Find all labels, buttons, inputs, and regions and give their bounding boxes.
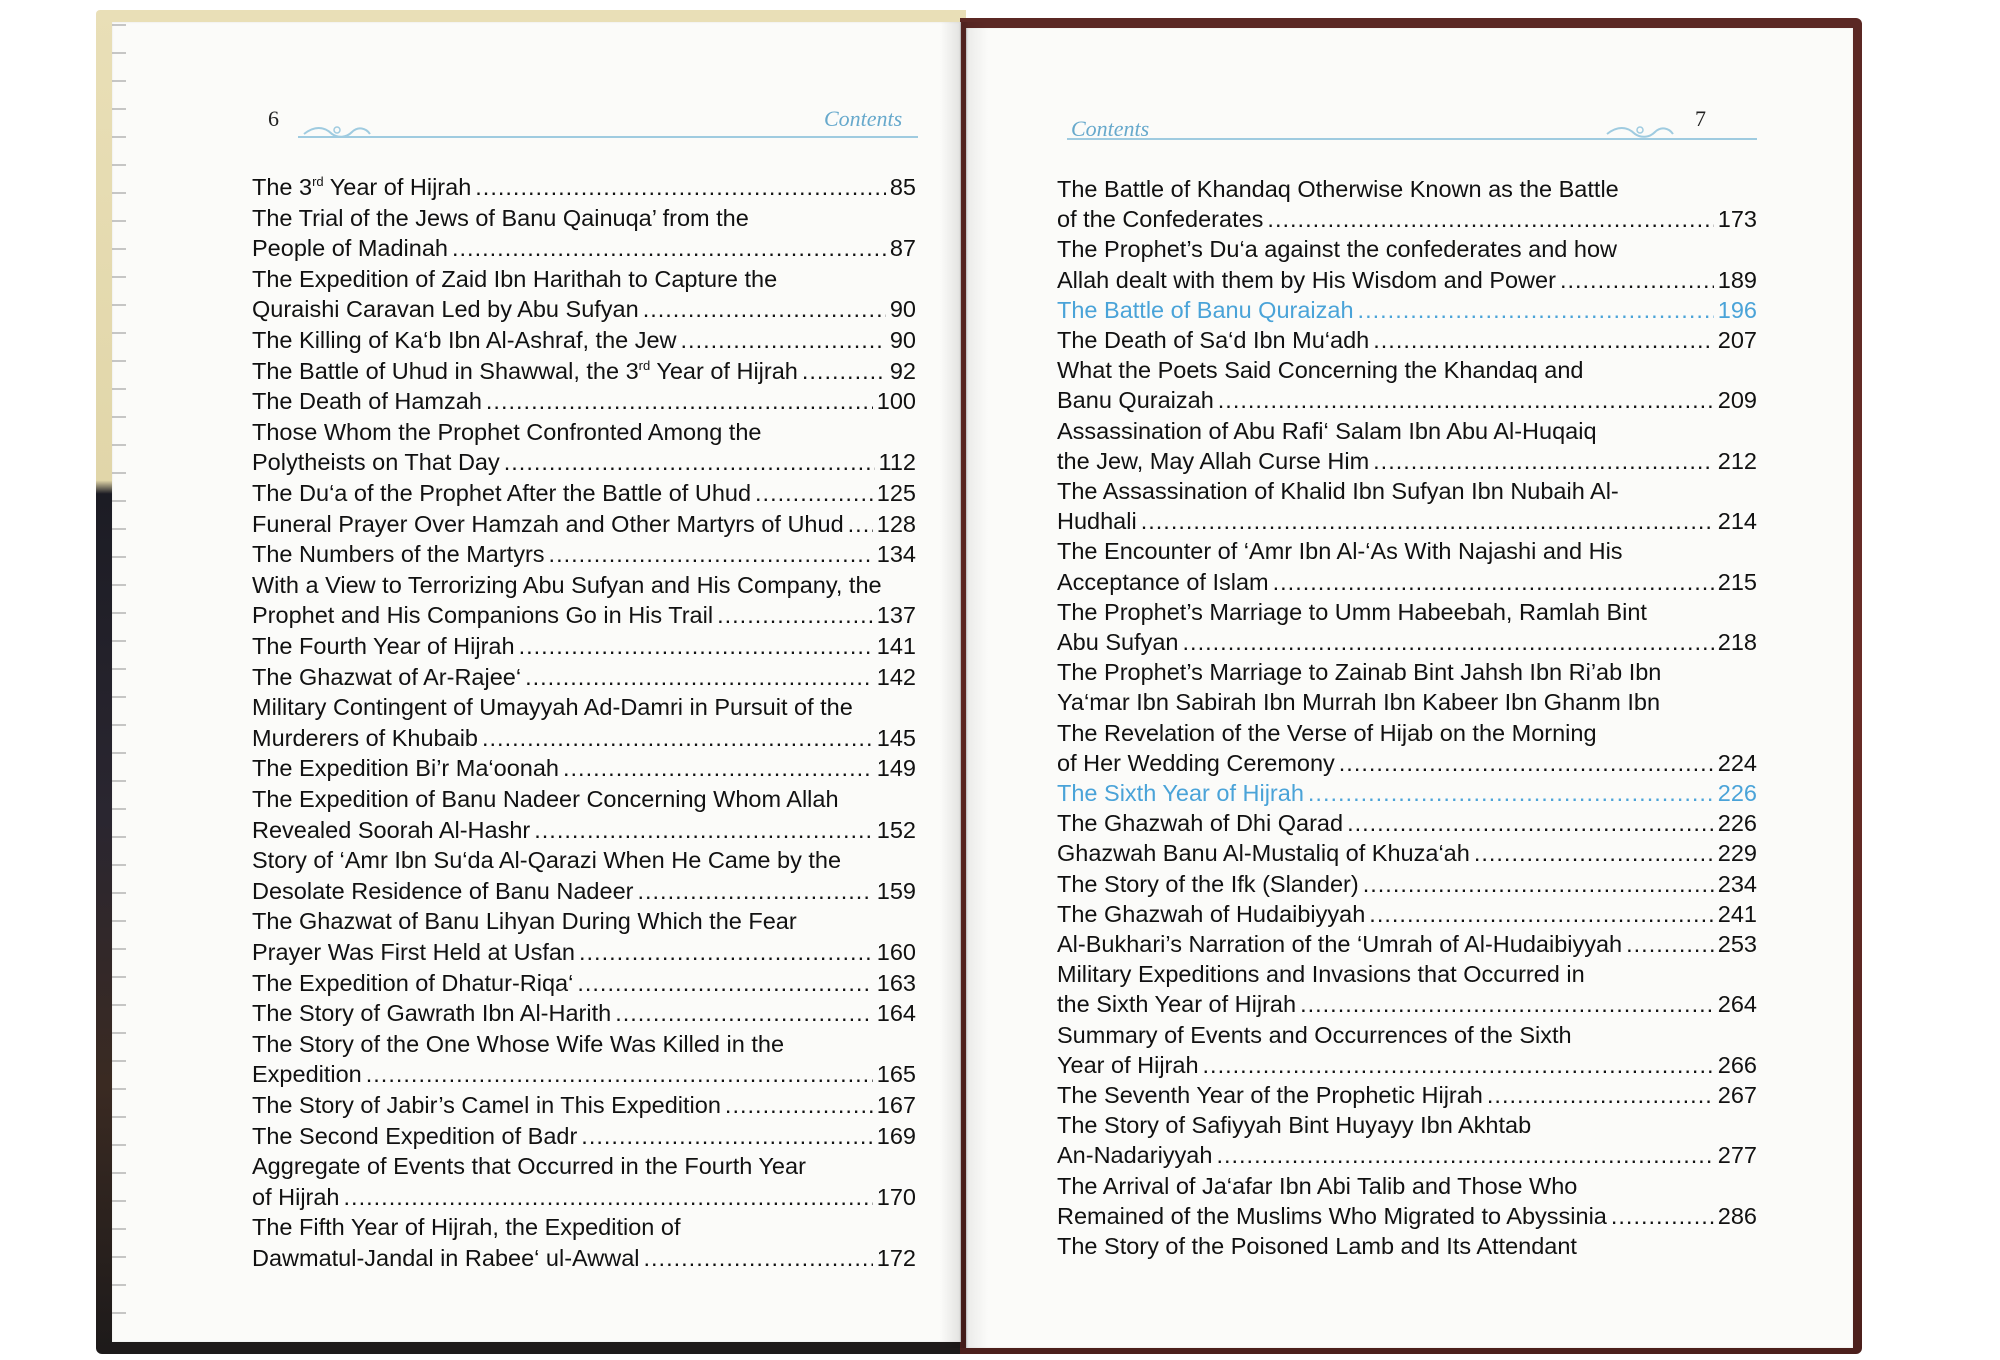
dot-leader [848,509,873,539]
toc-page-number: 218 [1717,628,1757,655]
toc-entry-title: An-Nadariyyah [1057,1142,1213,1169]
toc-page-number: 167 [876,1092,916,1118]
dot-leader [1339,748,1714,778]
toc-entry-title: Those Whom the Prophet Confronted Among the [252,418,762,445]
dot-leader [1358,295,1714,325]
toc-entry-title: The Assassination of Khalid Ibn Sufyan Ibn Nubaih Al- [1057,478,1619,504]
toc-entry-title: The Numbers of the Martyrs [252,541,545,568]
dot-leader [1611,1201,1714,1231]
toc-page-number: 286 [1717,1202,1757,1229]
dot-leader [1373,446,1714,476]
toc-entry-title: Remained of the Muslims Who Migrated to Abyssinia [1057,1202,1607,1229]
dot-leader [725,1090,873,1120]
toc-page-number: 87 [889,235,916,262]
toc-entry-title: The Battle of Uhud in Shawwal, the 3rd Year of Hijrah [252,357,798,384]
toc-page-number: 189 [1717,266,1757,293]
toc-page-number: 128 [876,510,916,537]
toc-page-number: 92 [889,357,916,384]
toc-page-number: 90 [889,296,916,323]
dot-leader [615,998,873,1028]
toc-page-number: 229 [1717,840,1757,867]
toc-entry-title: The Seventh Year of the Prophetic Hijrah [1057,1082,1483,1108]
dot-leader [563,753,873,783]
toc-entry-title: The Ghazwah of Hudaibiyyah [1057,900,1366,927]
toc-entry-title: Dawmatul-Jandal in Rabee‘ ul-Awwal [252,1244,640,1271]
toc-page-number: 160 [876,938,916,965]
toc-page-number: 100 [876,388,916,415]
toc-entry-title: Banu Quraizah [1057,387,1214,414]
toc-page-number: 264 [1717,991,1757,1018]
toc-page-number: 172 [876,1244,916,1271]
page-number: 6 [268,106,279,131]
dot-leader [504,447,875,477]
dot-leader [1218,385,1714,415]
toc-entry-title: of Hijrah [252,1183,340,1210]
dot-leader [344,1182,873,1212]
toc-entry-title: Military Expeditions and Invasions that Occurred in [1057,961,1585,988]
toc-entry-title: the Sixth Year of Hijrah [1057,991,1297,1018]
dot-leader [1141,506,1714,536]
toc-entry-title: The Expedition of Banu Nadeer Concerning Whom Allah [252,786,839,812]
toc-entry-title: The Encounter of ‘Amr Ibn Al-‘As With Najashi and His [1057,538,1623,565]
toc-page-number: 165 [876,1061,916,1088]
dot-leader [1203,1050,1714,1080]
toc-entry-title: Murderers of Khubaib [252,724,478,751]
dot-leader [1626,929,1714,959]
toc-entry-title: Prayer Was First Held at Usfan [252,938,575,965]
toc-entry-title: The Story of Gawrath Ibn Al-Harith [252,1000,612,1027]
toc-page-number: 173 [1717,206,1757,233]
toc-entry-title: The Death of Hamzah [252,388,482,415]
toc-entry-title: Desolate Residence of Banu Nadeer [252,877,634,904]
dot-leader [1474,838,1714,868]
toc-page-number: 241 [1717,900,1757,927]
toc-entry-title: The Story of Safiyyah Bint Huyayy Ibn Akhtab [1057,1112,1532,1139]
dot-leader [452,233,886,263]
dot-leader [717,600,873,630]
dot-leader [1308,778,1714,808]
toc-entry-title: The Story of the Ifk (Slander) [1057,870,1359,897]
left-page [112,22,961,1342]
toc-entry-title: Acceptance of Islam [1057,568,1269,595]
header-rule [1067,138,1757,140]
toc-entry-title: The 3rd Year of Hijrah [252,174,472,200]
toc-page-number: 159 [876,877,916,904]
dot-leader [581,1121,872,1151]
toc-entry-title: The Revelation of the Verse of Hijab on the Morning [1057,719,1597,746]
dot-leader [525,662,873,692]
toc-entry-title: The Trial of the Jews of Banu Qainuqa’ from the [252,204,749,231]
toc-entry-title: Prophet and His Companions Go in His Trail [252,602,714,629]
dot-leader [475,172,886,202]
toc-entry-title: Assassination of Abu Rafi‘ Salam Ibn Abu Al-Huqaiq [1057,417,1597,444]
toc-page-number: 209 [1717,387,1757,414]
dot-leader [1183,627,1714,657]
toc-page-number: 277 [1717,1142,1757,1169]
toc-entry-title: Al-Bukhari’s Narration of the ‘Umrah of Al-Hudaibiyyah [1057,931,1623,957]
toc-page-number: 163 [876,969,916,996]
toc-entry-title: The Killing of Ka‘b Ibn Al-Ashraf, the Jew [252,327,677,353]
toc-entry-title: The Battle of Khandaq Otherwise Known as the Battle [1057,176,1619,202]
dot-leader [1273,567,1714,597]
toc-entry-title: People of Madinah [252,235,448,262]
toc-page-number: 169 [876,1122,916,1149]
toc-entry-title: What the Poets Said Concerning the Khandaq and [1057,357,1584,384]
toc-page-number: 152 [876,816,916,843]
toc-page-number: 145 [876,724,916,751]
dot-leader [1216,1140,1713,1170]
toc-entry-title: The Ghazwat of Banu Lihyan During Which the Fear [252,908,797,935]
toc-page-number: 267 [1717,1082,1757,1108]
dot-leader [1347,808,1714,838]
toc-page-number: 112 [878,449,916,476]
toc-page-number: 170 [876,1183,916,1210]
toc-entry-title: The Du‘a of the Prophet After the Battle of Uhud [252,480,752,506]
dot-leader [1487,1080,1714,1110]
toc-entry-title: The Prophet’s Du‘a against the confederates and how [1057,236,1618,263]
toc-entry-title: Summary of Events and Occurrences of the Sixth [1057,1021,1572,1048]
header-rule [298,136,918,138]
dot-leader [366,1059,873,1089]
toc-page-number: 125 [876,480,916,506]
right-page [966,28,1853,1348]
toc-page-number: 196 [1717,296,1757,323]
toc-entry-title: Aggregate of Events that Occurred in the Fourth Year [252,1153,806,1180]
toc-entry-title: Revealed Soorah Al-Hashr [252,816,531,843]
toc-entry-title: Abu Sufyan [1057,628,1179,655]
toc-page-number: 215 [1717,568,1757,595]
toc-entry-title: Quraishi Caravan Led by Abu Sufyan [252,296,639,323]
dot-leader [482,723,873,753]
toc-entry-title: The Expedition Bi’r Ma‘oonah [252,755,559,782]
running-header: Contents [824,106,903,131]
toc-entry-title: The Sixth Year of Hijrah [1057,780,1304,806]
toc-entry-title: Ya‘mar Ibn Sabirah Ibn Murrah Ibn Kabeer Ibn Ghanm Ibn [1057,689,1661,716]
toc-entry-title: With a View to Terrorizing Abu Sufyan and His Company, the [252,571,882,598]
toc-entry-title: Polytheists on That Day [252,449,500,476]
dot-leader [1373,325,1714,355]
toc-entry-title: Funeral Prayer Over Hamzah and Other Martyrs of Uhud [252,510,844,537]
toc-page-number: 85 [889,174,916,200]
toc-page-number: 134 [876,541,916,568]
toc-entry-title: The Story of the Poisoned Lamb and Its Attendant [1057,1233,1577,1259]
toc-entry-title: of the Confederates [1057,206,1264,233]
toc-entry-title: The Prophet’s Marriage to Zainab Bint Jahsh Ibn Ri’ab Ibn [1057,659,1662,686]
toc-page-number: 207 [1717,327,1757,353]
toc-entry-title: The Death of Sa‘d Ibn Mu‘adh [1057,327,1370,353]
toc-page-number: 234 [1717,870,1757,897]
toc-page-number: 224 [1717,749,1757,776]
toc-entry-title: The Story of Jabir’s Camel in This Expedition [252,1092,721,1118]
toc-entry-title: Year of Hijrah [1057,1051,1199,1078]
toc-entry-title: Expedition [252,1061,362,1088]
dot-leader [1560,265,1714,295]
toc-entry-title: The Fourth Year of Hijrah [252,633,515,659]
toc-page-number: 90 [889,327,916,353]
toc-entry-title: Hudhali [1057,508,1137,535]
toc-page-number: 142 [876,663,916,690]
dot-leader [534,815,873,845]
toc-entry-title: The Fifth Year of Hijrah, the Expedition of [252,1214,681,1241]
toc-page-number: 141 [876,633,916,659]
toc-entry-title: The Expedition of Zaid Ibn Harithah to Capture the [252,265,778,292]
toc-entry-title: Allah dealt with them by His Wisdom and Power [1057,266,1556,293]
dot-leader [1369,899,1713,929]
dot-leader [549,539,873,569]
dot-leader [1300,989,1714,1019]
toc-entry-title: The Prophet’s Marriage to Umm Habeebah, Ramlah Bint [1057,598,1647,625]
dot-leader [681,325,886,355]
toc-page-number: 253 [1717,931,1757,957]
dot-leader [486,386,873,416]
toc-entry-title: The Ghazwat of Ar-Rajee‘ [252,663,522,690]
toc-page-number: 212 [1717,447,1757,474]
toc-entry-title: the Jew, May Allah Curse Him [1057,447,1370,474]
dot-leader [637,876,872,906]
toc-page-number: 214 [1717,508,1757,535]
toc-page-number: 164 [876,1000,916,1027]
toc-entry-title: The Expedition of Dhatur-Riqa‘ [252,969,574,996]
toc-page-number: 149 [876,755,916,782]
dot-leader [577,968,872,998]
toc-page-number: 226 [1717,810,1757,837]
toc-page-number: 137 [876,602,916,629]
toc-entry-title: The Battle of Banu Quraizah [1057,296,1354,323]
dot-leader [643,294,886,324]
toc-entry-title: Ghazwah Banu Al-Mustaliq of Khuza‘ah [1057,840,1470,867]
toc-entry-title: The Story of the One Whose Wife Was Killed in the [252,1030,785,1057]
toc-entry-title: The Ghazwah of Dhi Qarad [1057,810,1344,837]
toc-entry-title: of Her Wedding Ceremony [1057,749,1335,776]
dot-leader [644,1243,873,1273]
toc-page-number: 226 [1717,780,1757,806]
page-number: 7 [1695,106,1706,131]
gutter-shadow [940,22,988,1348]
toc-entry-title: The Second Expedition of Badr [252,1122,578,1149]
toc-page-number: 266 [1717,1051,1757,1078]
dot-leader [1363,869,1714,899]
dot-leader [1267,204,1713,234]
dot-leader [519,631,873,661]
running-header: Contents [1071,116,1150,141]
dot-leader [802,356,886,386]
toc-entry-title: The Arrival of Ja‘afar Ibn Abi Talib and Those Who [1057,1172,1578,1199]
binding-edge [112,24,126,1340]
toc-entry-title: Military Contingent of Umayyah Ad-Damri in Pursuit of the [252,694,853,721]
dot-leader [755,478,873,508]
toc-entry-title: Story of ‘Amr Ibn Su‘da Al-Qarazi When He Came by the [252,847,842,874]
dot-leader [579,937,873,967]
